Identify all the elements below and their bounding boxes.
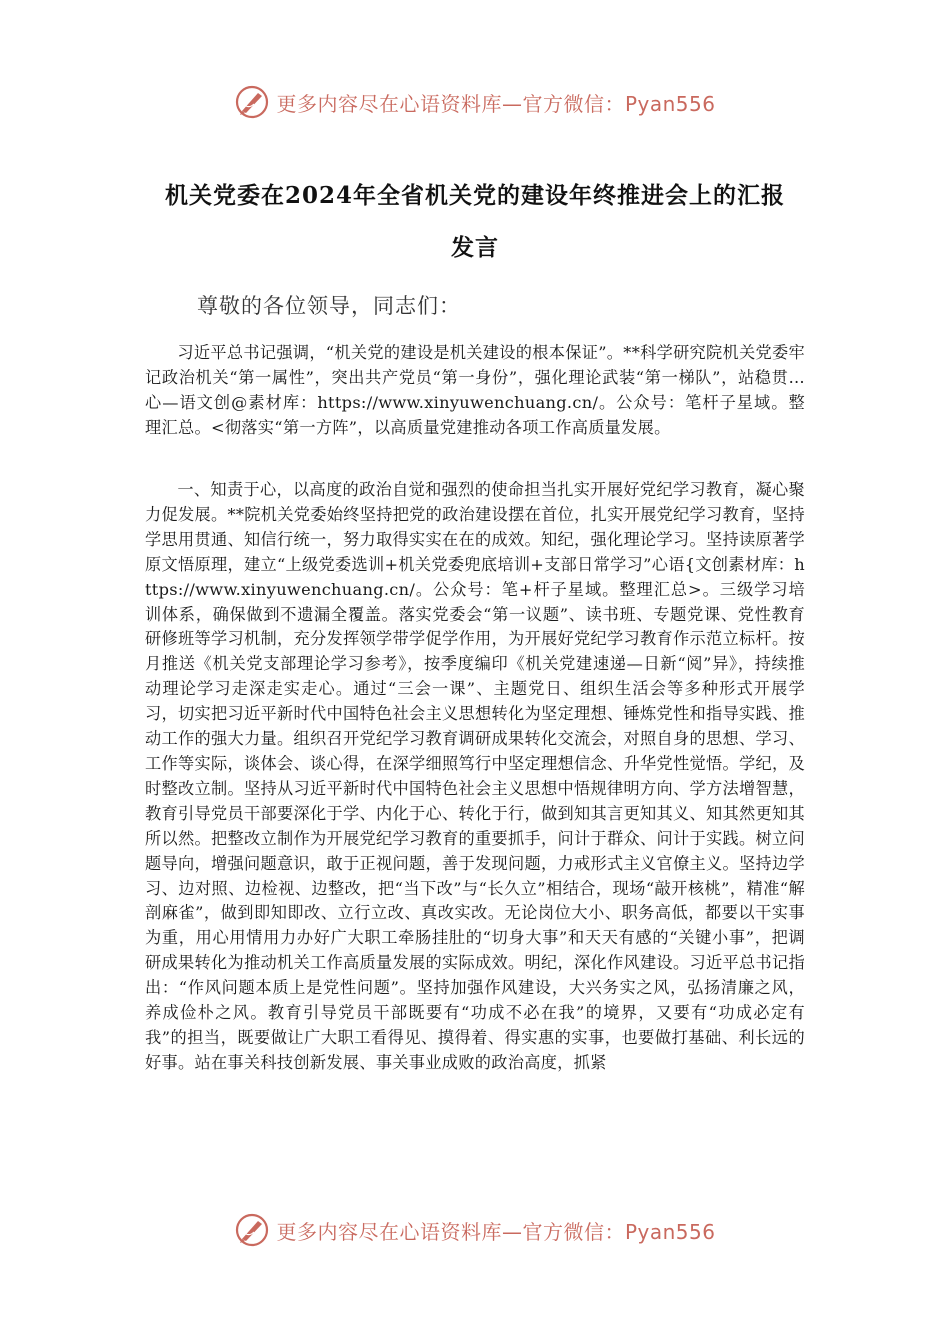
document-title-line-2: 发言 (451, 234, 499, 261)
salutation: 尊敬的各位领导，同志们： (197, 294, 461, 318)
header-banner (0, 82, 950, 122)
pen-logo-icon (234, 84, 270, 120)
paragraph-1: 习近平总书记强调，“机关党的建设是机关建设的根本保证”。**科学研究院机关党委牢记政治机关“第一属性”，突出共产党员“第一身份”，强化理论武装“第一梯队”，站稳贯…心—语文创@素材库：https://www.xinyuwenchuang.cn/。公众号：笔杆子星域。整理汇总。<彻落实“第一方阵”，以高质量党建推动各项工作高质量发展。 (145, 343, 805, 437)
banner-text: 更多内容尽在心语资料库—官方微信：Pyan556 (276, 91, 716, 116)
banner-text: 更多内容尽在心语资料库—官方微信：Pyan556 (276, 1219, 716, 1244)
paragraph-2: 一、知责于心，以高度的政治自觉和强烈的使命担当扎实开展好党纪学习教育，凝心聚力促发展。**院机关党委始终坚持把党的政治建设摆在首位，扎实开展党纪学习教育，坚持学思用贯通、知信行统一，努力取得实实在在的成效。知纪，强化理论学习。坚持读原著学原文悟原理，建立“上级党委选训+机关党委兜底培训+支部日常学习”心语{文创素材库：https://www.xinyuwenchuang.cn/。公众号：笔+杆子星域。整理汇总>。三级学习培训体系，确保做到不遗漏全覆盖。落实党委会“第一议题”、读书班、专题党课、党性教育研修班等学习机制，充分发挥领学带学促学作用，为开展好党纪学习教育作示范立标杆。按月推送《机关党支部理论学习参考》，按季度编印《机关党建速递—日新“阅”异》，持续推动理论学习走深走实走心。通过“三会一课”、主题党日、组织生活会等多种形式开展学习，切实把习近平新时代中国特色社会主义思想转化为坚定理想、锤炼党性和指导实践、推动工作的强大力量。组织召开党纪学习教育调研成果转化交流会，对照自身的思想、学习、工作等实际，谈体会、谈心得，在深学细照笃行中坚定理想信念、升华党性觉悟。学纪，及时整改立制。坚持从习近平新时代中国特色社会主义思想中悟规律明方向、学方法增智慧，教育引导党员干部要深化于学、内化于心、转化于行，做到知其言更知其义、知其然更知其所以然。把整改立制作为开展党纪学习教育的重要抓手，问计于群众、问计于实践。树立问题导向，增强问题意识，敢于正视问题，善于发现问题，力戒形式主义官僚主义。坚持边学习、边对照、边检视、边整改，把“当下改”与“长久立”相结合，现场“敲开核桃”，精准“解剖麻雀”，做到即知即改、立行立改、真改实改。无论岗位大小、职务高低，都要以干实事为重，用心用情用力办好广大职工牵肠挂肚的“切身大事”和天天有感的“关键小事”，把调研成果转化为推动机关工作高质量发展的实际成效。明纪，深化作风建设。习近平总书记指出：“作风问题本质上是党性问题”。坚持加强作风建设，大兴务实之风，弘扬清廉之风，养成俭朴之风。教育引导党员干部既要有“功成不必在我”的境界，又要有“功成必定有我”的担当，既要做让广大职工看得见、摸得着、得实惠的实事，也要做打基础、利长远的好事。站在事关科技创新发展、事关事业成败的政治高度，抓紧 (145, 480, 805, 1072)
pen-logo-icon (234, 1212, 270, 1248)
footer-banner (0, 1210, 950, 1250)
document-title-line-1: 机关党委在2024年全省机关党的建设年终推进会上的汇报 (164, 182, 785, 209)
